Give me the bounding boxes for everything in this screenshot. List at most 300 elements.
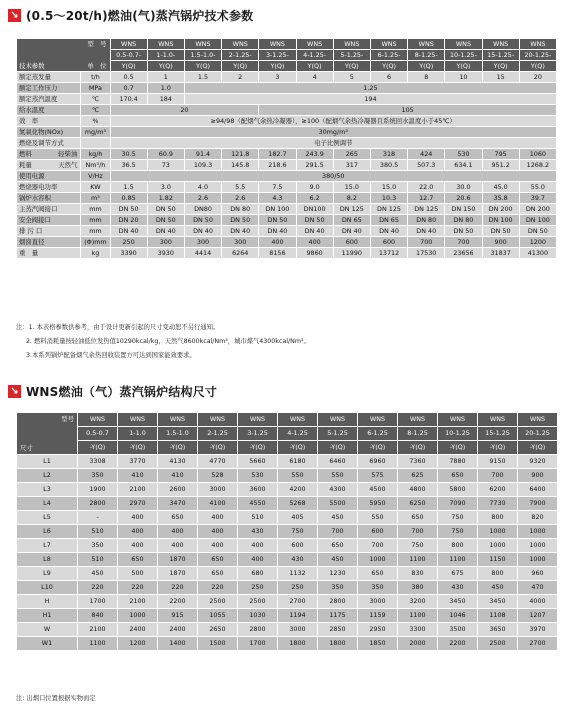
table-cell: 1046 bbox=[438, 609, 478, 623]
table-cell: 4414 bbox=[184, 248, 221, 259]
table-cell: 3450 bbox=[478, 595, 518, 609]
table-row bbox=[17, 525, 558, 539]
table-cell: DN 50 bbox=[222, 215, 259, 226]
table-cell: 400 bbox=[296, 237, 333, 248]
table-cell: 3308 bbox=[78, 455, 118, 469]
table-cell: 750 bbox=[438, 511, 478, 525]
table-cell: 600 bbox=[278, 539, 318, 553]
table-cell: 650 bbox=[358, 567, 398, 581]
table-cell: 2800 bbox=[238, 623, 278, 637]
capacity-header: 0.5-0.7 bbox=[78, 427, 118, 441]
table-cell: 318 bbox=[370, 149, 407, 160]
capacity-header: 15-1.25- bbox=[482, 50, 519, 61]
row-unit: KW bbox=[81, 182, 110, 193]
model-header: WNS bbox=[259, 39, 296, 50]
table-cell: 470 bbox=[518, 581, 558, 595]
table-cell: 1100 bbox=[438, 553, 478, 567]
table-cell: DN 100 bbox=[482, 215, 519, 226]
table-cell: 1000 bbox=[478, 525, 518, 539]
capacity-header: 4-1.25- bbox=[296, 50, 333, 61]
table-cell: 510 bbox=[238, 511, 278, 525]
table-cell: 1850 bbox=[358, 637, 398, 651]
table-cell: 650 bbox=[158, 511, 198, 525]
fuel-header: -Y(Q) bbox=[78, 441, 118, 455]
table-cell: 1030 bbox=[238, 609, 278, 623]
row-label: L5 bbox=[17, 511, 78, 525]
table-cell: 电子比例调节 bbox=[110, 138, 557, 149]
table-cell: DN 65 bbox=[370, 215, 407, 226]
table-cell: 6.2 bbox=[296, 193, 333, 204]
table-cell: 8156 bbox=[259, 248, 296, 259]
table-cell: DN 40 bbox=[370, 226, 407, 237]
table-cell: 2100 bbox=[78, 623, 118, 637]
capacity-header: 2-1.25 bbox=[198, 427, 238, 441]
table-row bbox=[17, 483, 558, 497]
table-cell: 5268 bbox=[278, 497, 318, 511]
table-cell: 250 bbox=[238, 581, 278, 595]
row-unit: % bbox=[81, 116, 110, 127]
table-cell: 400 bbox=[158, 525, 198, 539]
row-label: 额定蒸发量 bbox=[17, 72, 81, 83]
row-unit: (Φ)mm bbox=[81, 237, 110, 248]
model-header: WNS bbox=[482, 39, 519, 50]
table-cell: 400 bbox=[238, 553, 278, 567]
table-cell: 20 bbox=[110, 105, 259, 116]
table-cell: 184 bbox=[147, 94, 184, 105]
table-cell: 1207 bbox=[518, 609, 558, 623]
table-cell: DN 80 bbox=[408, 215, 445, 226]
table-cell: 350 bbox=[78, 469, 118, 483]
capacity-header: 8-1.25 bbox=[398, 427, 438, 441]
model-header: WNS bbox=[198, 413, 238, 427]
table-row bbox=[17, 455, 558, 469]
table-cell: 915 bbox=[158, 609, 198, 623]
table-row bbox=[17, 539, 558, 553]
table-cell: DN 200 bbox=[519, 204, 556, 215]
table-row bbox=[17, 497, 558, 511]
table-cell: 8 bbox=[408, 72, 445, 83]
table-cell: 410 bbox=[118, 469, 158, 483]
table-cell: 800 bbox=[438, 539, 478, 553]
table-cell: 8.2 bbox=[333, 193, 370, 204]
table-row bbox=[17, 94, 557, 105]
table-row bbox=[17, 193, 557, 204]
row-unit: Nm³/h bbox=[81, 160, 110, 171]
table-cell: 350 bbox=[318, 581, 358, 595]
table-cell: 15.0 bbox=[370, 182, 407, 193]
model-header: WNS bbox=[278, 413, 318, 427]
table-cell: 1159 bbox=[358, 609, 398, 623]
table-cell: DN80 bbox=[184, 204, 221, 215]
table-cell: DN 125 bbox=[370, 204, 407, 215]
row-label: L6 bbox=[17, 525, 78, 539]
table-cell: DN 20 bbox=[110, 215, 147, 226]
table-cell: DN 100 bbox=[259, 204, 296, 215]
table-cell: DN 50 bbox=[184, 215, 221, 226]
table-cell: 2.6 bbox=[222, 193, 259, 204]
model-header: WNS bbox=[296, 39, 333, 50]
table-cell: 380 bbox=[398, 581, 438, 595]
table-cell: 1060 bbox=[519, 149, 556, 160]
row-unit: ℃ bbox=[81, 94, 110, 105]
table-cell: 1268.2 bbox=[519, 160, 556, 171]
table-cell: 405 bbox=[278, 511, 318, 525]
capacity-header: 1.5-1.0- bbox=[184, 50, 221, 61]
table-cell: 4800 bbox=[398, 483, 438, 497]
table-cell: 1700 bbox=[78, 595, 118, 609]
table-cell: 1.0 bbox=[147, 83, 184, 94]
table-cell: 400 bbox=[259, 237, 296, 248]
table-cell: - bbox=[78, 511, 118, 525]
table-cell: 800 bbox=[478, 511, 518, 525]
row-label: L2 bbox=[17, 469, 78, 483]
table-cell: 550 bbox=[318, 469, 358, 483]
table-row bbox=[17, 160, 557, 171]
table-cell: 3770 bbox=[118, 455, 158, 469]
table-cell: 2100 bbox=[118, 595, 158, 609]
table-cell: 1132 bbox=[278, 567, 318, 581]
table-cell: 400 bbox=[198, 511, 238, 525]
table-cell: 2100 bbox=[118, 483, 158, 497]
table-cell: 0.7 bbox=[110, 83, 147, 94]
table-cell: 450 bbox=[318, 511, 358, 525]
table-cell: 7.5 bbox=[259, 182, 296, 193]
table-cell: 750 bbox=[278, 525, 318, 539]
table-cell: 600 bbox=[333, 237, 370, 248]
table-cell: 700 bbox=[358, 539, 398, 553]
table-row bbox=[17, 469, 558, 483]
fuel-header: -Y(Q) bbox=[438, 441, 478, 455]
table-row bbox=[17, 595, 558, 609]
row-label: 使用电源 bbox=[17, 171, 81, 182]
row-label: W1 bbox=[17, 637, 78, 651]
table-cell: 3200 bbox=[398, 595, 438, 609]
table-cell: 194 bbox=[184, 94, 556, 105]
table-cell: 2650 bbox=[198, 623, 238, 637]
model-header: WNS bbox=[438, 413, 478, 427]
fuel-header: Y(Q) bbox=[147, 61, 184, 72]
capacity-header: 1-1.0 bbox=[118, 427, 158, 441]
model-header: WNS bbox=[147, 39, 184, 50]
table-cell: 218.6 bbox=[259, 160, 296, 171]
table-row bbox=[17, 149, 557, 160]
model-header: WNS bbox=[333, 39, 370, 50]
note-line: 3.本系列锅炉配备烟气余热回收装置方可达到国家能效要求。 bbox=[26, 352, 196, 359]
capacity-header: 20-1.25 bbox=[518, 427, 558, 441]
table-cell: 3390 bbox=[110, 248, 147, 259]
table-cell: 91.4 bbox=[184, 149, 221, 160]
table-cell: 4.0 bbox=[184, 182, 221, 193]
capacity-header: 1.5-1.0 bbox=[158, 427, 198, 441]
table-cell: 2800 bbox=[318, 595, 358, 609]
table-cell: 5950 bbox=[358, 497, 398, 511]
table-cell: 4500 bbox=[358, 483, 398, 497]
model-header: WNS bbox=[408, 39, 445, 50]
fuel-header: Y(Q) bbox=[408, 61, 445, 72]
table-cell: 7090 bbox=[438, 497, 478, 511]
table-cell: 2850 bbox=[318, 623, 358, 637]
table-cell: 400 bbox=[198, 525, 238, 539]
table-cell: 1100 bbox=[398, 609, 438, 623]
row-label: L3 bbox=[17, 483, 78, 497]
row-unit bbox=[81, 138, 110, 149]
table-row bbox=[17, 237, 557, 248]
table-cell: 30mg/m³ bbox=[110, 127, 557, 138]
table-cell: 1.82 bbox=[147, 193, 184, 204]
table-cell: 220 bbox=[158, 581, 198, 595]
table-cell: 10.3 bbox=[370, 193, 407, 204]
table-cell: 550 bbox=[358, 511, 398, 525]
capacity-header: 6-1.25- bbox=[370, 50, 407, 61]
table-cell: 675 bbox=[438, 567, 478, 581]
header-corner bbox=[17, 39, 111, 72]
table-cell: 2.6 bbox=[184, 193, 221, 204]
table-row bbox=[17, 72, 557, 83]
table-cell: 9.0 bbox=[296, 182, 333, 193]
table-cell: 550 bbox=[278, 469, 318, 483]
table-cell: 507.3 bbox=[408, 160, 445, 171]
table-cell: 680 bbox=[238, 567, 278, 581]
row-label: L9 bbox=[17, 567, 78, 581]
fuel-header: -Y(Q) bbox=[398, 441, 438, 455]
table-cell: 3 bbox=[259, 72, 296, 83]
table-cell: 55.0 bbox=[519, 182, 556, 193]
table-cell: 2700 bbox=[518, 637, 558, 651]
table-cell: DN 80 bbox=[445, 215, 482, 226]
model-header: WNS bbox=[370, 39, 407, 50]
table-cell: 1000 bbox=[518, 525, 558, 539]
table-cell: 1230 bbox=[318, 567, 358, 581]
row-unit: ℃ bbox=[81, 105, 110, 116]
section2-header bbox=[8, 383, 217, 400]
row-label: 排 污 口 bbox=[17, 226, 81, 237]
table-cell: 12.7 bbox=[408, 193, 445, 204]
table-cell: 9150 bbox=[478, 455, 518, 469]
table-cell: DN 125 bbox=[333, 204, 370, 215]
table-cell: 3930 bbox=[147, 248, 184, 259]
table-cell: 1 bbox=[147, 72, 184, 83]
row-unit: mm bbox=[81, 226, 110, 237]
table-cell: 220 bbox=[78, 581, 118, 595]
table-cell: 840 bbox=[78, 609, 118, 623]
table-cell: 1.5 bbox=[184, 72, 221, 83]
table-cell: 145.8 bbox=[222, 160, 259, 171]
table-row bbox=[17, 567, 558, 581]
table-cell: 4 bbox=[296, 72, 333, 83]
table-cell: 105 bbox=[259, 105, 557, 116]
table-row bbox=[17, 182, 557, 193]
row-label: L8 bbox=[17, 553, 78, 567]
table-cell: 795 bbox=[482, 149, 519, 160]
table-cell: DN 50 bbox=[259, 215, 296, 226]
table-cell: 220 bbox=[118, 581, 158, 595]
table-cell: DN 40 bbox=[408, 226, 445, 237]
table-row bbox=[17, 623, 558, 637]
table-cell: DN 40 bbox=[259, 226, 296, 237]
capacity-header: 10-1.25- bbox=[445, 50, 482, 61]
table-cell: 528 bbox=[198, 469, 238, 483]
table-cell: 73 bbox=[147, 160, 184, 171]
table-cell: 1400 bbox=[158, 637, 198, 651]
table-cell: 2200 bbox=[158, 595, 198, 609]
table-cell: 400 bbox=[118, 511, 158, 525]
table-cell: 265 bbox=[333, 149, 370, 160]
table-cell: 4100 bbox=[198, 497, 238, 511]
fuel-header: -Y(Q) bbox=[478, 441, 518, 455]
table-cell: 1150 bbox=[478, 553, 518, 567]
row-label: 给水温度 bbox=[17, 105, 81, 116]
table-cell: 430 bbox=[238, 525, 278, 539]
table-cell: 291.5 bbox=[296, 160, 333, 171]
capacity-header: 2-1.25- bbox=[222, 50, 259, 61]
section2-title: WNS燃油（气）蒸汽锅炉结构尺寸 bbox=[26, 385, 218, 399]
table-cell: DN 125 bbox=[408, 204, 445, 215]
table-cell: 750 bbox=[438, 525, 478, 539]
table-cell: 3600 bbox=[238, 483, 278, 497]
corner-left-label: 技术参数 bbox=[19, 61, 45, 70]
capacity-header: 3-1.25 bbox=[238, 427, 278, 441]
table-cell: 30.0 bbox=[445, 182, 482, 193]
model-header: WNS bbox=[398, 413, 438, 427]
fuel-header: -Y(Q) bbox=[278, 441, 318, 455]
table-cell: 3650 bbox=[478, 623, 518, 637]
capacity-header: 5-1.25- bbox=[333, 50, 370, 61]
row-sublabel: 轻柴油 bbox=[58, 150, 78, 158]
table-cell: 2400 bbox=[118, 623, 158, 637]
arrow-icon: ↘ bbox=[8, 385, 21, 398]
table-cell: 700 bbox=[478, 469, 518, 483]
table-cell: 900 bbox=[482, 237, 519, 248]
table-cell: DN 150 bbox=[445, 204, 482, 215]
model-header: WNS bbox=[445, 39, 482, 50]
table-cell: 250 bbox=[110, 237, 147, 248]
capacity-header: 0.5-0.7- bbox=[110, 50, 147, 61]
table-cell: 3970 bbox=[518, 623, 558, 637]
model-header: WNS bbox=[519, 39, 556, 50]
table-row bbox=[17, 83, 557, 94]
table-cell: DN 50 bbox=[445, 226, 482, 237]
row-unit: mg/m³ bbox=[81, 127, 110, 138]
corner-top-label: 型 号 bbox=[87, 40, 107, 48]
table-row bbox=[17, 116, 557, 127]
fuel-header: -Y(Q) bbox=[518, 441, 558, 455]
row-label: L1 bbox=[17, 455, 78, 469]
row-label: 主蒸汽阀接口 bbox=[17, 204, 81, 215]
table-cell: 1870 bbox=[158, 553, 198, 567]
table-cell: 2600 bbox=[158, 483, 198, 497]
table-row bbox=[17, 204, 557, 215]
table-cell: 1200 bbox=[519, 237, 556, 248]
table-cell: 31837 bbox=[482, 248, 519, 259]
table-cell: 7730 bbox=[478, 497, 518, 511]
table-cell: DN 40 bbox=[147, 226, 184, 237]
capacity-header: 5-1.25 bbox=[318, 427, 358, 441]
table-cell: ≥94/98（配烟气余热冷凝器），≥100（配烟气余热冷凝器且系统回水温度小于45℃） bbox=[110, 116, 557, 127]
table-cell: 575 bbox=[358, 469, 398, 483]
capacity-header: 3-1.25- bbox=[259, 50, 296, 61]
capacity-header: 4-1.25 bbox=[278, 427, 318, 441]
table-cell: 1055 bbox=[198, 609, 238, 623]
fuel-header: -Y(Q) bbox=[318, 441, 358, 455]
table-cell: 1000 bbox=[518, 539, 558, 553]
table-cell: 45.0 bbox=[482, 182, 519, 193]
table-cell: 4770 bbox=[198, 455, 238, 469]
table-cell: 182.7 bbox=[259, 149, 296, 160]
table-row bbox=[17, 215, 557, 226]
table-cell: 700 bbox=[408, 237, 445, 248]
table-cell: 510 bbox=[78, 553, 118, 567]
fuel-header: Y(Q) bbox=[445, 61, 482, 72]
table-row bbox=[17, 105, 557, 116]
table-row bbox=[17, 609, 558, 623]
table-row bbox=[17, 171, 557, 182]
table-cell: 109.3 bbox=[184, 160, 221, 171]
row-label: 锅炉水容积 bbox=[17, 193, 81, 204]
capacity-header: 10-1.25 bbox=[438, 427, 478, 441]
fuel-header: -Y(Q) bbox=[118, 441, 158, 455]
table-cell: 820 bbox=[518, 511, 558, 525]
table-cell: 3500 bbox=[438, 623, 478, 637]
corner-unit-label: 单 位 bbox=[87, 61, 107, 70]
table-cell: 1900 bbox=[78, 483, 118, 497]
model-header: WNS bbox=[184, 39, 221, 50]
table-cell: DN 50 bbox=[482, 226, 519, 237]
table-cell: 300 bbox=[222, 237, 259, 248]
table-cell: 1000 bbox=[518, 553, 558, 567]
row-label: 燃烧及调节方式 bbox=[17, 138, 81, 149]
table-cell: 0.5 bbox=[110, 72, 147, 83]
fuel-header: Y(Q) bbox=[482, 61, 519, 72]
table-cell: 5660 bbox=[238, 455, 278, 469]
table-cell: 450 bbox=[318, 553, 358, 567]
table-cell: 9320 bbox=[518, 455, 558, 469]
table-cell: 380/50 bbox=[110, 171, 557, 182]
table-cell: 41300 bbox=[519, 248, 556, 259]
section1-header bbox=[8, 7, 253, 24]
model-header: WNS bbox=[110, 39, 147, 50]
row-sublabel: 天然气 bbox=[58, 161, 78, 169]
table-cell: 11990 bbox=[333, 248, 370, 259]
table-cell: 1800 bbox=[278, 637, 318, 651]
table-cell: 350 bbox=[78, 539, 118, 553]
table-cell: 1100 bbox=[78, 637, 118, 651]
section1-title: (0.5～20t/h)燃油(气)蒸汽锅炉技术参数 bbox=[26, 9, 254, 23]
row-label: 额定蒸汽温度 bbox=[17, 94, 81, 105]
row-unit: kg/h bbox=[81, 149, 110, 160]
table-cell: 2500 bbox=[238, 595, 278, 609]
table-cell: 5.5 bbox=[222, 182, 259, 193]
fuel-header: Y(Q) bbox=[184, 61, 221, 72]
model-header: WNS bbox=[222, 39, 259, 50]
table-cell: 1100 bbox=[398, 553, 438, 567]
table-cell: 1175 bbox=[318, 609, 358, 623]
table-row bbox=[17, 248, 557, 259]
table-cell: 220 bbox=[198, 581, 238, 595]
table-cell: 2800 bbox=[78, 497, 118, 511]
table-cell: DN 40 bbox=[333, 226, 370, 237]
table-cell: 750 bbox=[398, 539, 438, 553]
table-cell: 0.85 bbox=[110, 193, 147, 204]
table-cell: 20.6 bbox=[445, 193, 482, 204]
header-corner bbox=[17, 413, 78, 455]
table-cell: DN 50 bbox=[147, 204, 184, 215]
table-cell: DN 40 bbox=[184, 226, 221, 237]
row-unit: m³ bbox=[81, 193, 110, 204]
table-cell: 17530 bbox=[408, 248, 445, 259]
table-cell: 5800 bbox=[438, 483, 478, 497]
corner-top-label: 型号 bbox=[61, 415, 74, 423]
table-cell: 5500 bbox=[318, 497, 358, 511]
